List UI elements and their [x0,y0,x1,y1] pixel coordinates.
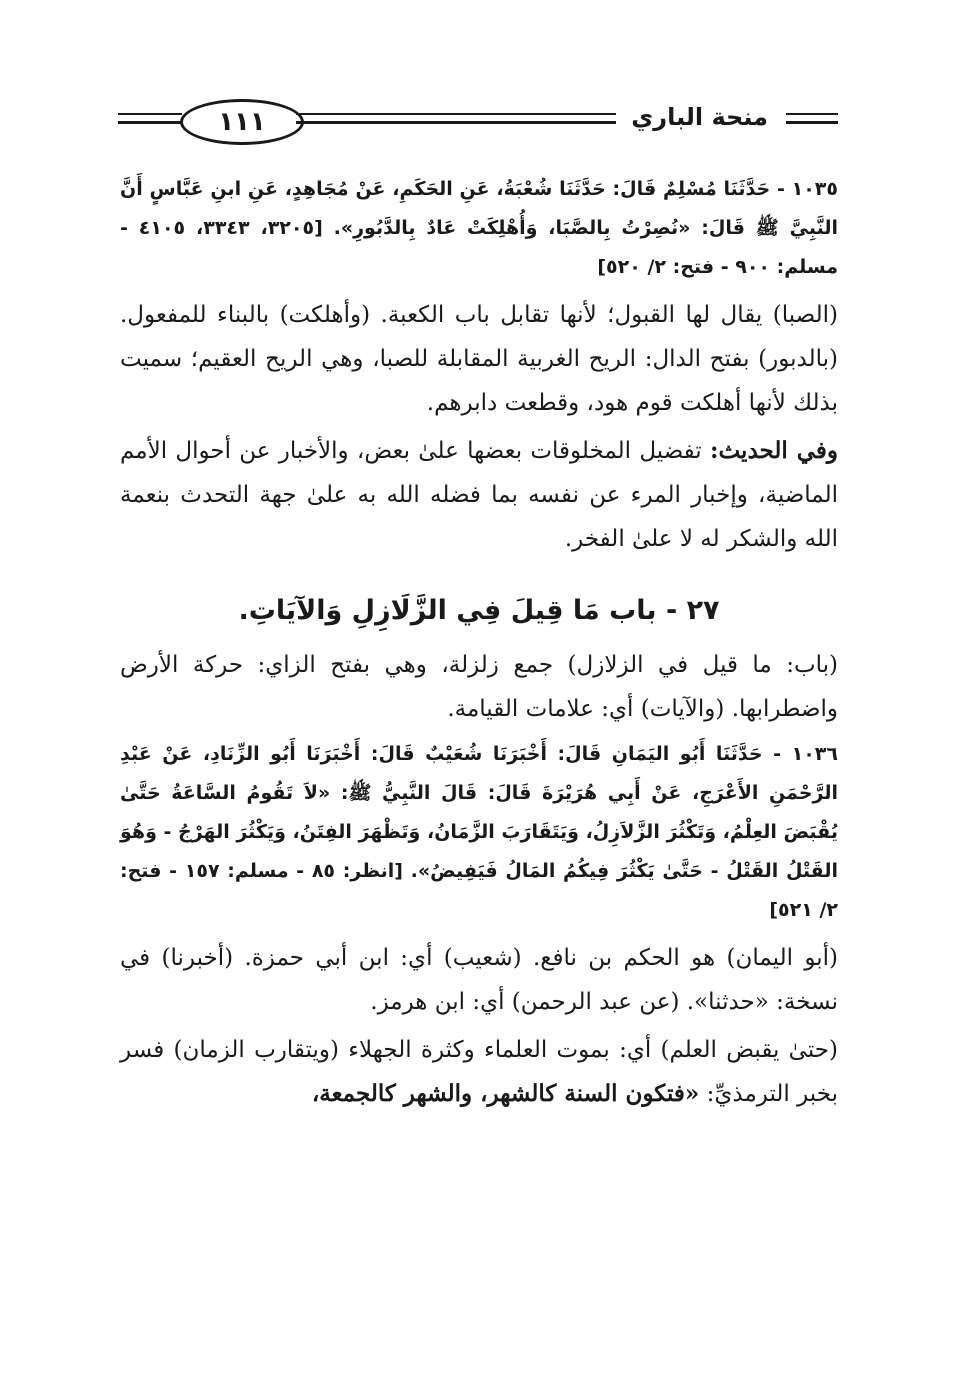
chapter-heading: ٢٧ - باب مَا قِيلَ فِي الزَّلَازِلِ وَالآيَاتِ. [238,595,720,626]
commentary-paragraph [120,429,838,561]
quoted-hadith: «فتكون السنة كالشهر، والشهر كالجمعة، [311,1080,700,1107]
paragraph-body: تفضيل المخلوقات بعضها علىٰ بعض، والأخبار عن أحوال الأمم الماضية، وإخبار المرء عن نفسه بما فضله الله به علىٰ جهة التحدث بنعمة الله والشكر له لا علىٰ الفخر. [120,438,838,552]
page-number: ١١١ [180,99,304,145]
commentary-paragraph: (الصبا) يقال لها القبول؛ لأنها تقابل باب الكعبة. (وأهلكت) بالبناء للمفعول. (بالدبور) بفتح الدال: الريح الغربية المقابلة للصبا، وهي الريح العقيم؛ سميت بذلك لأنها أهلكت قوم هود، وقطعت دابرهم. [120,302,838,416]
hadith-text: ١٠٣٦ - حَدَّثَنَا أَبُو اليَمَانِ قَالَ: أَخْبَرَنَا شُعَيْبٌ قَالَ: أَخْبَرَنَا أَبُو الزِّنَادِ، عَنْ عَبْدِ الرَّحْمَنِ الأَعْرَجِ، عَنْ أَبِي هُرَيْرَةَ قَالَ: قَالَ النَّبِيُّ ﷺ: «لاَ تَقُومُ السَّاعَةُ حَتَّىٰ يُقْبَضَ العِلْمُ، وَتَكْثُرَ الزَّلاَزِلُ، وَيَتَقَارَبَ الزَّمَانُ، وَتَظْهَرَ الفِتَنُ، وَيَكْثُرَ الهَرْجُ - وَهُوَ القَتْلُ القَتْلُ - حَتَّىٰ يَكْثُرَ فِيكُمُ المَالُ فَيَفِيضُ». [انظر: ٨٥ - مسلم: ١٥٧ - فتح: ٢/ ٥٢١] [120,743,838,921]
header-rule-left-top [118,113,182,115]
commentary-paragraph: (أبو اليمان) هو الحكم بن نافع. (شعيب) أي: ابن أبي حمزة. (أخبرنا) في نسخة: «حدثنا». (عن عبد الرحمن) أي: ابن هرمز. [120,945,838,1015]
header-rule-middle-bottom [296,121,616,124]
hadith-text: ١٠٣٥ - حَدَّثَنَا مُسْلِمٌ قَالَ: حَدَّثَنَا شُعْبَةُ، عَنِ الحَكَمِ، عَنْ مُجَاهِدٍ، عَنِ ابنِ عَبَّاسٍ أَنَّ النَّبِيَّ ﷺ قَالَ: «نُصِرْتُ بِالصَّبَا، وَأُهْلِكَتْ عَادٌ بِالدَّبُورِ». [٣٢٠٥، ٣٣٤٣، ٤١٠٥ - مسلم: ٩٠٠ - فتح: ٢/ ٥٢٠] [120,178,838,278]
header-rule-middle-top [296,113,616,115]
page-content [120,170,838,1120]
header-rule-left-bottom [118,121,182,124]
commentary-paragraph: (باب: ما قيل في الزلازل) جمع زلزلة، وهي بفتح الزاي: حركة الأرض واضطرابها. (والآيات) أي: علامات القيامة. [120,652,838,722]
page-header [118,95,838,147]
paragraph-lead: وفي الحديث: [709,437,838,464]
header-rule-right-top [786,113,838,115]
book-title: منحة الباري [631,103,768,131]
paragraph-body: (حتىٰ يقبض العلم) أي: بموت العلماء وكثرة الجهلاء (ويتقارب الزمان) فسر بخبر الترمذيِّ: [120,1037,838,1107]
commentary-paragraph [120,1028,838,1116]
header-rule-right-bottom [786,121,838,124]
